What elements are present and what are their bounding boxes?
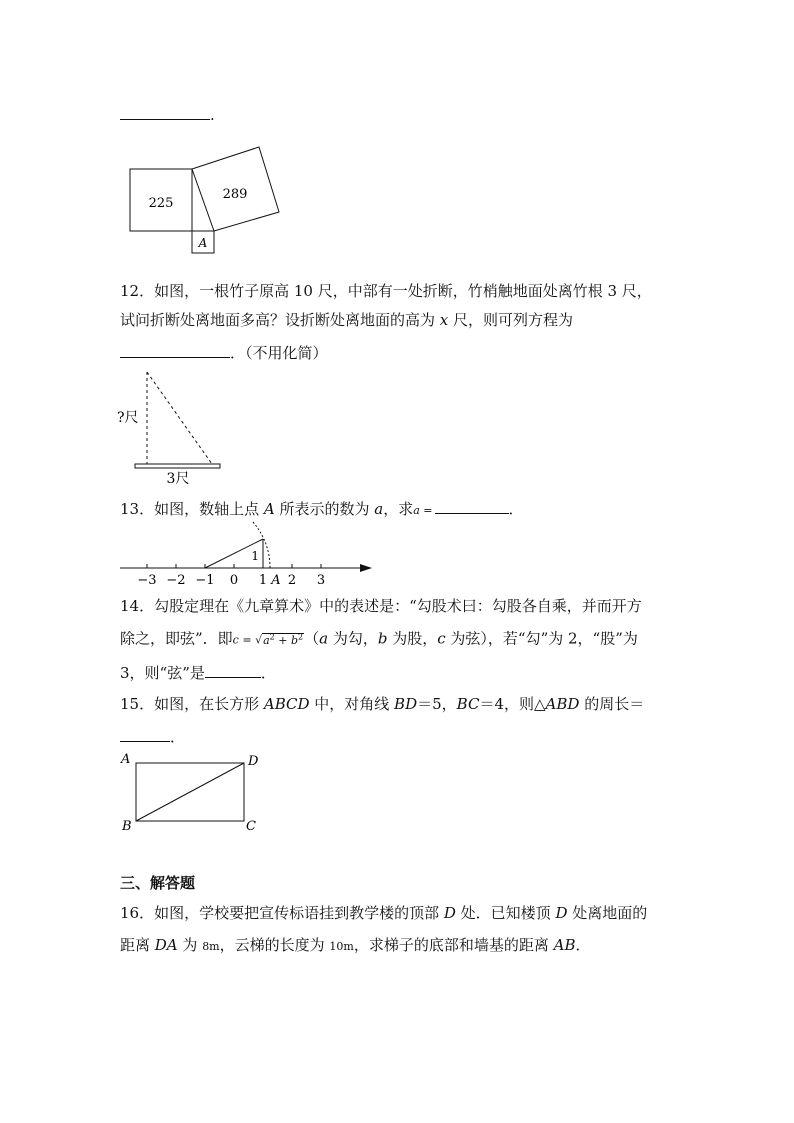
bamboo-broken-top — [147, 372, 212, 464]
unit-label: 1 — [251, 549, 259, 563]
q16-line2: 距离 DA 为 8m，云梯的长度为 10m，求梯子的底部和墙基的距离 AB． — [120, 936, 591, 954]
label-height: ?尺 — [117, 410, 139, 426]
answer-blank — [120, 342, 230, 358]
tick-label: 2 — [287, 573, 297, 588]
ground — [135, 464, 220, 468]
q14-line2: 除之，即弦”．即$c = √a^2 + b^2(a$ 为勾，b 为股，c 为弦），若“勾”为 2，“股”为 — [120, 629, 638, 648]
vertex-d: D — [248, 754, 259, 769]
answer-blank — [435, 498, 509, 514]
diagonal-bd — [136, 763, 244, 821]
q11-answer-line: . — [120, 104, 215, 125]
q13-number-line-figure — [118, 520, 376, 588]
tick-label: 3 — [316, 573, 326, 588]
q15-line: 15．如图，在长方形 ABCD 中，对角线 BD＝5，BC＝4，则△ABD 的周长＝ — [120, 695, 645, 713]
answer-blank — [120, 726, 170, 742]
q11-squares-figure — [125, 140, 290, 260]
q15-rectangle-figure — [115, 748, 265, 838]
answer-blank — [120, 104, 210, 120]
q15-answer-line: ． — [120, 726, 185, 747]
label-base: 3尺 — [166, 471, 190, 487]
q16-line1: 16．如图，学校要把宣传标语挂到教学楼的顶部 D 处．已知楼顶 D 处离地面的 — [120, 904, 648, 922]
label-225: 225 — [148, 196, 174, 211]
q12-line3: ．（不用化简） — [120, 342, 328, 363]
vertex-a: A — [121, 752, 131, 767]
tick-label: −2 — [166, 573, 186, 588]
label-289: 289 — [222, 187, 248, 202]
q13-line: 13．如图，数轴上点 A 所表示的数为 a，求a = ． — [120, 500, 524, 518]
vertex-c: C — [246, 819, 256, 834]
tick-label: 1 — [258, 573, 268, 588]
q12-bamboo-figure — [115, 368, 230, 488]
axis-arrow — [360, 564, 372, 572]
axis-ticks — [147, 564, 321, 568]
q12-line1: 12．如图，一根竹子原高 10 尺，中部有一处折断，竹梢触地面处离竹根 3 尺， — [120, 282, 652, 300]
section-title: 三、解答题 — [120, 874, 196, 892]
q12-line2: 试问折断处离地面多高？设折断处离地面的高为 x 尺，则可列方程为 — [120, 311, 574, 329]
answer-blank — [205, 662, 261, 678]
q14-line3: 3，则“弦”是 ． — [120, 664, 276, 682]
tick-label: −1 — [195, 573, 215, 588]
point-a-label: A — [271, 573, 281, 588]
label-a: A — [198, 236, 208, 250]
vertex-b: B — [122, 819, 132, 834]
tick-label: 0 — [229, 573, 239, 588]
tick-label: −3 — [137, 573, 157, 588]
formula: $c = √a^2 + b^2$ — [232, 632, 304, 647]
q14-line1: 14．勾股定理在《九章算术》中的表述是：“勾股术曰：勾股各自乘，并而开方 — [120, 597, 642, 615]
